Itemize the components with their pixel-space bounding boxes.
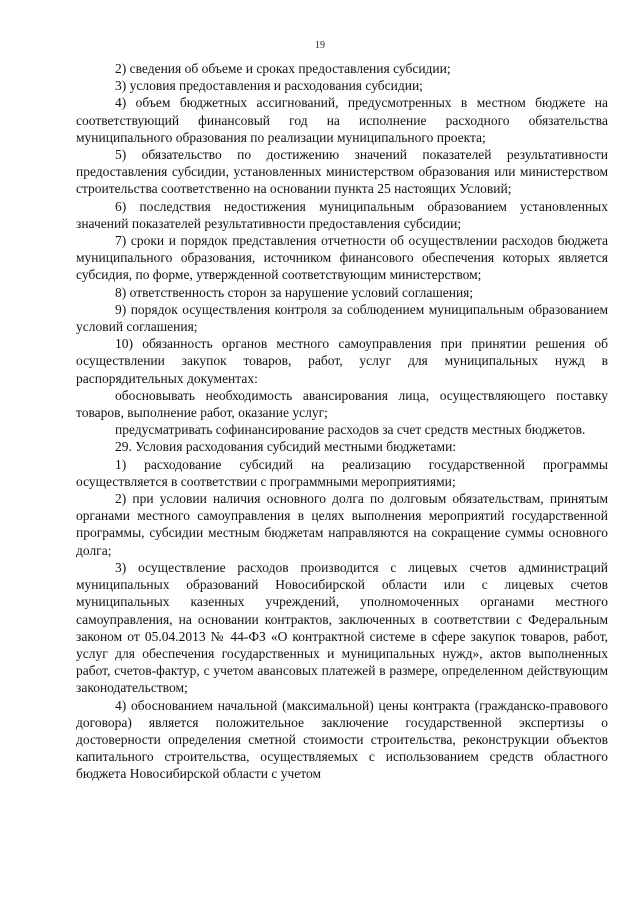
paragraph-item-6: 6) последствия недостижения муниципальным образованием установленных значений показателей результативности предоставления субсидии; bbox=[76, 198, 608, 231]
paragraph-subitem-cofinancing: предусматривать софинансирование расходов за счет средств местных бюджетов. bbox=[115, 422, 586, 438]
page-number: 19 bbox=[315, 40, 325, 51]
paragraph-item-3: 3) условия предоставления и расходования субсидии; bbox=[115, 78, 423, 94]
paragraph-item-7: 7) сроки и порядок представления отчетности об осуществлении расходов бюджета муниципального образования, источником финансового обеспечения которых является субсидия, по форме, утвержденной соответствующим министерством; bbox=[76, 233, 608, 283]
paragraph-item-5: 5) обязательство по достижению значений показателей результативности предоставления субсидии, установленных министерством образования или министерством строительства соответственно на основании пункта 25 настоящих Условий; bbox=[76, 147, 608, 197]
paragraph-item-8: 8) ответственность сторон за нарушение условий соглашения; bbox=[115, 284, 474, 300]
paragraph-subitem-advance: обосновывать необходимость авансирования лица, осуществляющего поставку товаров, выполнение работ, оказание услуг; bbox=[76, 387, 608, 421]
paragraph-item-4: 4) объем бюджетных ассигнований, предусмотренных в местном бюджете на соответствующий финансовый год на исполнение расходного обязательства муниципального образования по реализации муниципального проекта; bbox=[76, 95, 608, 145]
paragraph-29-item-2: 2) при условии наличия основного долга по долговым обязательствам, принятым органами местного самоуправления в целях выполнения мероприятий государственной программы, субсидии местным бюджетам направляются на сокращение суммы основного долга; bbox=[76, 491, 608, 558]
paragraph-29-item-4: 4) обоснованием начальной (максимальной) цены контракта (гражданско-правового договора) является положительное заключение государственной экспертизы о достоверности определения сметной стоимости строительства, реконструкции объектов капитального строительства, осуществляемых с использованием средств областного бюджета Новосибирской области с учетом bbox=[76, 697, 608, 782]
paragraph-item-10: 10) обязанность органов местного самоуправления при принятии решения об осуществлении закупок товаров, работ, услуг для муниципальных нужд в распорядительных документах: bbox=[76, 336, 608, 386]
document-body bbox=[76, 60, 608, 783]
paragraph-item-2: 2) сведения об объеме и сроках предоставления субсидии; bbox=[115, 61, 451, 76]
paragraph-29-item-1: 1) расходование субсидий на реализацию государственной программы осуществляется в соответствии с программными мероприятиями; bbox=[76, 456, 608, 489]
paragraph-item-9: 9) порядок осуществления контроля за соблюдением муниципальным образованием условий соглашения; bbox=[76, 301, 608, 335]
paragraph-29-item-3: 3) осуществление расходов производится с лицевых счетов администраций муниципальных образований Новосибирской области или с лицевых счетов муниципальных казенных учреждений, уполномоченных органами местного самоуправления, на основании контрактов, заключенных в соответствии с Федеральным законом от 05.04.2013 № 44-ФЗ «О контрактной системе в сфере закупок товаров, работ, услуг для обеспечения государственных и муниципальных нужд», актов выполненных работ, счетов-фактур, с учетом авансовых платежей в размере, определенном действующим законодательством; bbox=[76, 559, 608, 696]
section-heading-29: 29. Условия расходования субсидий местными бюджетами: bbox=[115, 439, 457, 455]
